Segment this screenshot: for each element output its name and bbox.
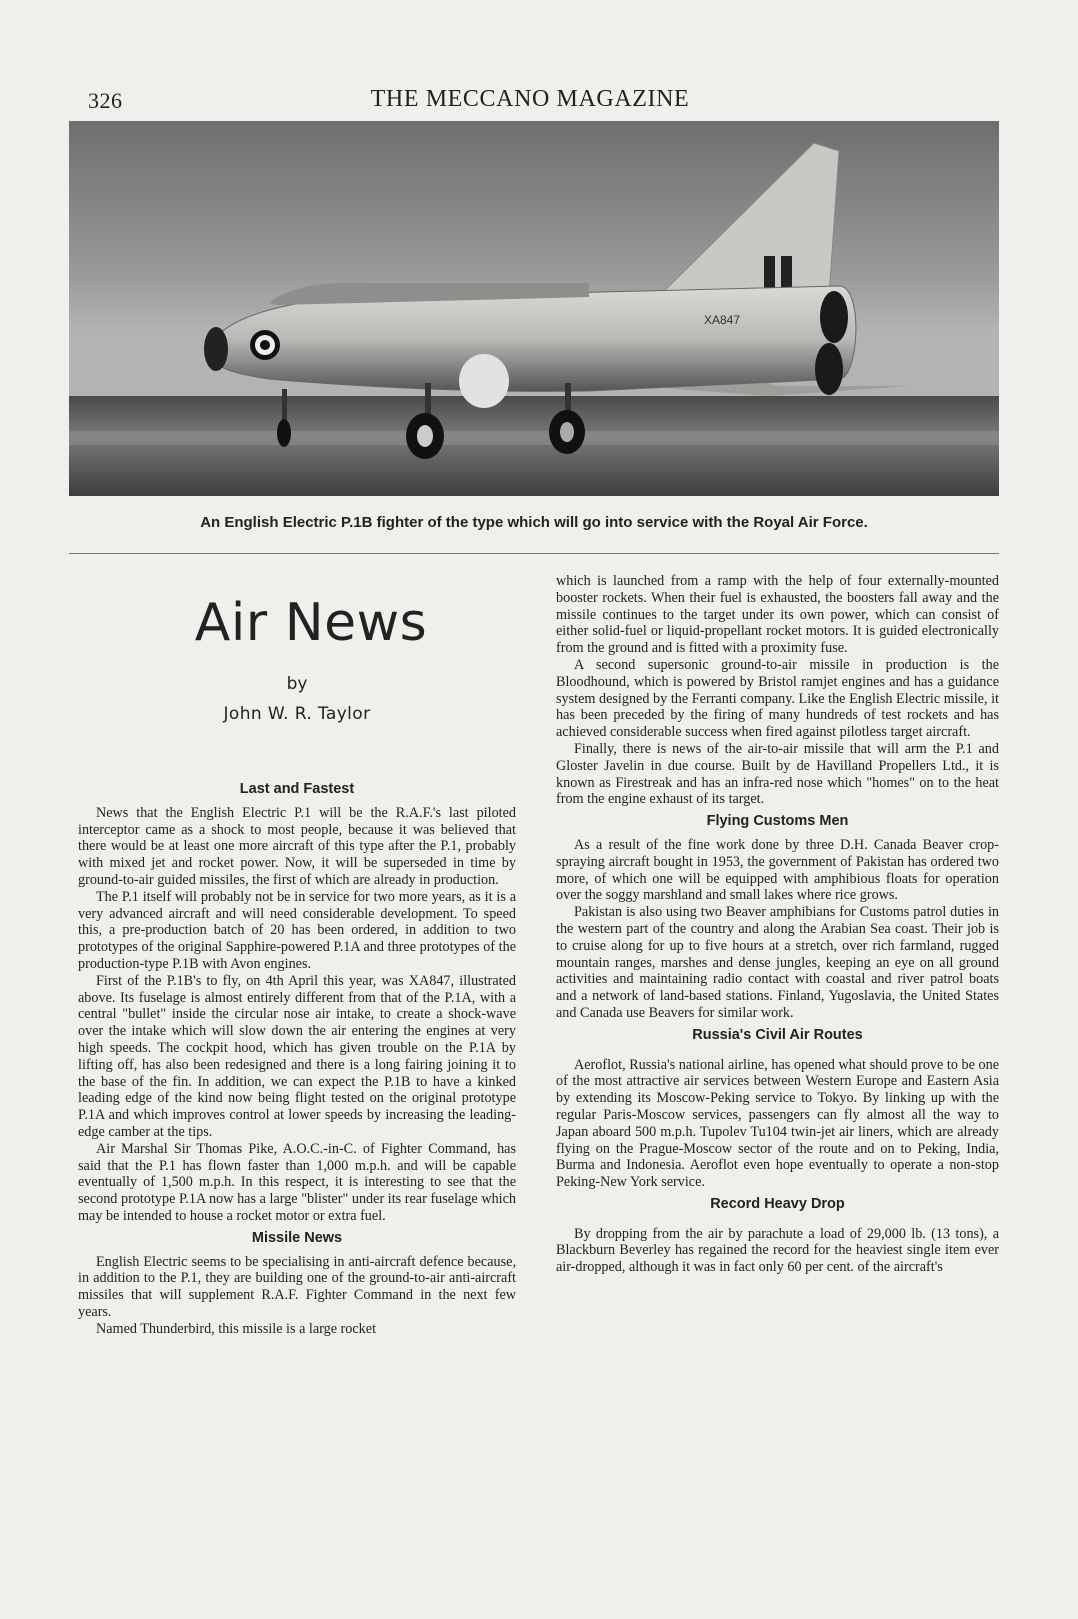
- paragraph: Named Thunderbird, this missile is a large rocket: [96, 1320, 377, 1337]
- paragraph: News that the English Electric P.1 will be the R.A.F.'s last piloted interceptor came as a shock to most people, because it was believed that there would be at least one more aircraft of this type after the P.1, probably with mixed jet and rocket power. Now, it will be superseded in time by ground-to-air guided missiles, the first of which are already in production.: [78, 804, 516, 888]
- byline-by: by: [286, 674, 308, 695]
- page-number: 326: [88, 88, 123, 113]
- paragraph: Air Marshal Sir Thomas Pike, A.O.C.-in-C. of Fighter Command, has said that the P.1 has flown faster than 1,000 m.p.h. and will be capable eventually of 1,500 m.p.h. In this respect, it is interesting to see that the second prototype P.1A now has a large "blister" under its rear fuselage which may be intended to house a rocket motor or extra fuel.: [78, 1140, 516, 1224]
- left-column: [78, 781, 516, 1338]
- paragraph: Finally, there is news of the air-to-air missile that will arm the P.1 and Gloster Javelin in due course. Built by de Havilland Propellers Ltd., it is known as Firestreak and has an infra-red nose which "homes" on to the heat from the engine exhaust of its target.: [556, 740, 999, 808]
- aircraft-photo: [69, 121, 999, 496]
- paragraph: By dropping from the air by parachute a load of 29,000 lb. (13 tons), a Blackburn Beverley has regained the record for the heaviest single item ever air-dropped, although it was in fact only 60 per cent. of the aircraft's: [556, 1225, 999, 1276]
- magazine-title: THE MECCANO MAGAZINE: [370, 86, 690, 112]
- section-heading: Record Heavy Drop: [710, 1195, 845, 1212]
- paragraph: Aeroflot, Russia's national airline, has opened what should prove to be one of the most attractive air services between Western Europe and Eastern Asia by extending its Moscow-Peking service to Tokyo. By linking up with the regular Paris-Moscow services, passengers can fly almost all the way to Japan aboard 500 m.p.h. Tupolev Tu104 twin-jet air liners, which are already flying on the Prague-Moscow sector of the route and on to Peking, India, Burma and Indonesia. Aeroflot even hope eventually to operate a non-stop Peking-New York service.: [556, 1056, 999, 1191]
- paragraph: The P.1 itself will probably not be in service for two more years, as it is a very advanced aircraft and will need considerable development. To speed this, a pre-production batch of 20 has been ordered, in addition to two prototypes of the original Sapphire-powered P.1A and three prototypes of the production-type P.1B with Avon engines.: [78, 888, 516, 972]
- divider-rule: [69, 553, 999, 554]
- section-heading: Missile News: [251, 1229, 343, 1246]
- paragraph: which is launched from a ramp with the help of four externally-mounted booster rockets. When their fuel is exhausted, the boosters fall away and the missile continues to the target under its own power, which can consist of either solid-fuel or liquid-propellant rocket motors. It is guided electronically from the ground and is fitted with a proximity fuse.: [556, 573, 999, 657]
- paragraph: Pakistan is also using two Beaver amphibians for Customs patrol duties in the western part of the country and along the Arabian Sea coast. Their job is to cruise along for up to five hours at a stretch, over rich farmland, rugged mountain ranges, marshes and dense jungles, keeping an eye on all ground activities and maintaining radio contact with coastal and river patrol boats and a network of land-based stations. Finland, Yugoslavia, the United States and Canada use Beavers for similar work.: [556, 904, 999, 1021]
- paragraph: English Electric seems to be specialising in anti-aircraft defence because, in addition to the P.1, they are building one of the ground-to-air anti-aircraft missiles that will supplement R.A.F. Fighter Command in the next few years.: [78, 1253, 516, 1320]
- byline-author: John W. R. Taylor: [223, 704, 371, 725]
- paragraph: A second supersonic ground-to-air missile in production is the Bloodhound, which is powered by Bristol ramjet engines and has a guidance system designed by the Ferranti company. Like the English Electric missile, it has been preceded by the firing of many hundreds of test rockets and has achieved considerable success when fired against pilotless target aircraft.: [556, 656, 999, 741]
- aircraft-serial: XA847: [704, 313, 741, 327]
- section-heading: Flying Customs Men: [706, 813, 849, 830]
- article-title-block: [72, 595, 522, 724]
- paragraph: First of the P.1B's to fly, on 4th April this year, was XA847, illustrated above. Its fuselage is almost entirely different from that of the P.1A, with a central "bullet" inside the circular nose air intake, to create a shock-wave over the intake which will slow down the air entering the engines at very high speeds. The cockpit hood, which has given trouble on the P.1A by lifting off, has also been redesigned and there is a long fairing joining it to the base of the fin. In addition, we can expect the P.1B to have a kinked leading edge of the kind now being flight tested on the original prototype P.1A and which improves control at lower speeds by increasing the leading-edge camber at the tips.: [78, 972, 516, 1140]
- right-column: [556, 573, 999, 1276]
- article-title: Air News: [194, 593, 428, 653]
- paragraph: As a result of the fine work done by three D.H. Canada Beaver crop-spraying aircraft bought in 1953, the government of Pakistan has ordered two more, of which one will be equipped with amphibious floats for operation over the soggy marshland and small lakes where rice grows.: [556, 836, 999, 904]
- section-heading: Russia's Civil Air Routes: [692, 1026, 863, 1043]
- section-heading: Last and Fastest: [239, 781, 355, 797]
- photo-caption: An English Electric P.1B fighter of the type which will go into service with the Royal Air Force.: [200, 514, 868, 531]
